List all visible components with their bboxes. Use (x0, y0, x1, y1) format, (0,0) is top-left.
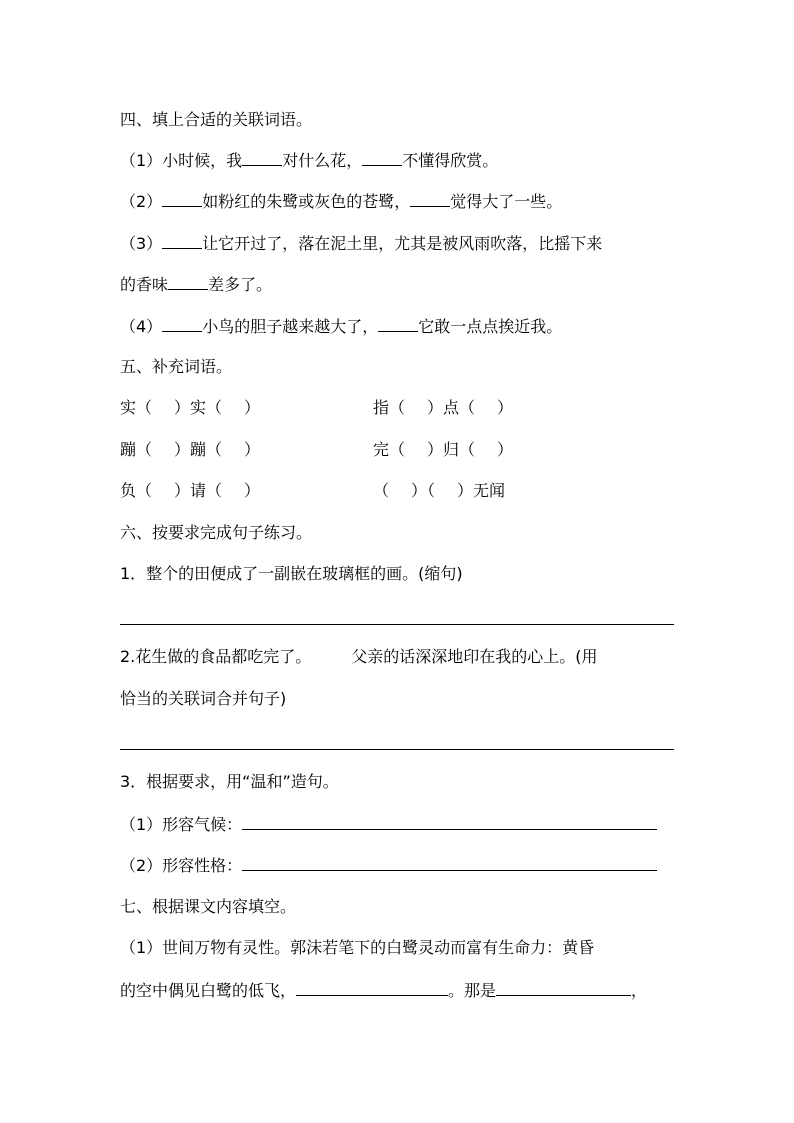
answer-line[interactable] (120, 624, 674, 625)
q42-text-c: 觉得大了一些。 (450, 192, 563, 211)
question-6-3: 3．根据要求，用“温和”造句。 (120, 772, 339, 791)
word-item: 实（ ）实（ ） (120, 398, 261, 417)
blank[interactable] (168, 274, 208, 290)
question-6-3-2 (120, 855, 657, 876)
q41-text-b: 对什么花， (282, 151, 363, 170)
question-7-1-cont (120, 980, 647, 1001)
blank[interactable] (410, 191, 450, 207)
answer-line[interactable] (496, 980, 631, 996)
blank[interactable] (162, 316, 202, 332)
q43-text-b: 让它开过了，落在泥土里，尤其是被风雨吹落，比摇下来 (202, 234, 603, 253)
word-item: （ ）（ ）无闻 (373, 481, 506, 500)
question-4-4 (120, 316, 562, 337)
answer-line[interactable] (242, 855, 657, 871)
q43-text-c: 的香味 (120, 275, 169, 294)
q632-label: （2）形容性格： (120, 856, 243, 875)
question-7-1: （1）世间万物有灵性。郭沫若笔下的白鹭灵动而富有生命力：黄昏 (120, 938, 595, 957)
question-4-1 (120, 150, 498, 171)
q71-text-d: ， (631, 981, 648, 1000)
section-5-title: 五、补充词语。 (120, 357, 233, 376)
q44-text-c: 它敢一点点挨近我。 (418, 317, 563, 336)
answer-line[interactable] (242, 814, 657, 830)
q44-text-b: 小鸟的胆子越来越大了， (202, 317, 379, 336)
q41-text-c: 不懂得欣赏。 (402, 151, 499, 170)
blank[interactable] (162, 233, 202, 249)
answer-line[interactable] (296, 980, 448, 996)
question-4-3 (120, 233, 602, 254)
q43-text-d: 差多了。 (208, 275, 273, 294)
q62-sentence-a: 2.花生做的食品都吃完了。 (120, 647, 312, 666)
word-item: 完（ ）归（ ） (373, 440, 514, 459)
q42-text-b: 如粉红的朱鹭或灰色的苍鹭， (202, 192, 411, 211)
q631-label: （1）形容气候： (120, 815, 243, 834)
q44-text-a: （4） (120, 317, 163, 336)
section-4-title: 四、填上合适的关联词语。 (120, 110, 313, 129)
q43-text-a: （3） (120, 234, 163, 253)
q71-text-c: 。那是 (448, 981, 497, 1000)
q71-text-b: 的空中偶见白鹭的低飞， (120, 981, 297, 1000)
question-6-2 (120, 647, 598, 667)
word-item: 指（ ）点（ ） (373, 398, 514, 417)
question-6-1: 1．整个的田便成了一副嵌在玻璃框的画。(缩句) (120, 564, 463, 583)
question-6-3-1 (120, 814, 657, 835)
blank[interactable] (362, 150, 402, 166)
section-6-title: 六、按要求完成句子练习。 (120, 523, 313, 542)
q41-text-a: （1）小时候，我 (120, 151, 243, 170)
section-7-title: 七、根据课文内容填空。 (120, 897, 297, 916)
word-item: 负（ ）请（ ） (120, 481, 261, 500)
blank[interactable] (378, 316, 418, 332)
blank[interactable] (242, 150, 282, 166)
answer-line[interactable] (120, 749, 674, 750)
blank[interactable] (162, 191, 202, 207)
word-item: 蹦（ ）蹦（ ） (120, 440, 261, 459)
question-6-2-cont: 恰当的关联词合并句子) (120, 689, 287, 708)
question-4-3-cont (120, 274, 272, 295)
question-4-2 (120, 191, 562, 212)
q62-sentence-b: 父亲的话深深地印在我的心上。(用 (351, 647, 598, 666)
q42-text-a: （2） (120, 192, 163, 211)
